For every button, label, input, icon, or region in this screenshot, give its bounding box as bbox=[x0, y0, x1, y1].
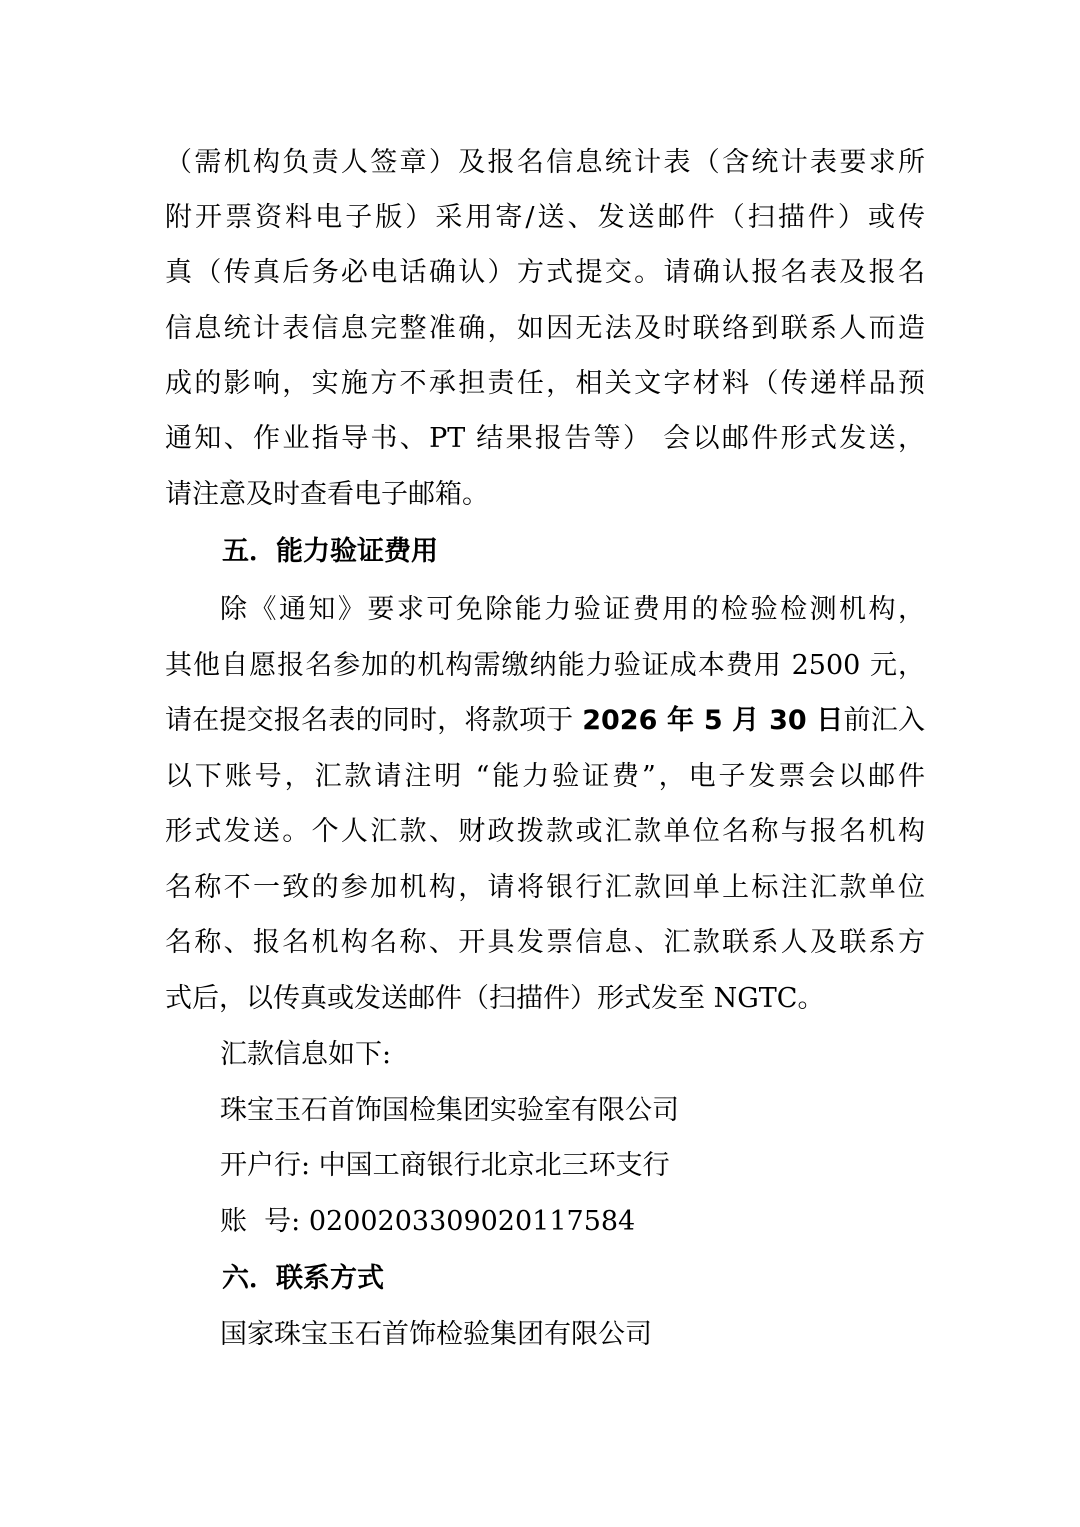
contact-company: 国家珠宝玉石首饰检验集团有限公司 bbox=[220, 1319, 652, 1350]
section-heading-fees: 五．能力验证费用 bbox=[222, 536, 438, 567]
deadline-text-post: 前汇入 bbox=[843, 705, 925, 736]
paragraph-line: 以下账号，汇款请注明 “能力验证费”，电子发票会以邮件 bbox=[165, 761, 925, 792]
paragraph-line: 名称不一致的参加机构，请将银行汇款回单上标注汇款单位 bbox=[165, 872, 925, 903]
paragraph-line: 名称、报名机构名称、开具发票信息、汇款联系人及联系方 bbox=[165, 927, 925, 958]
paragraph-line: 附开票资料电子版）采用寄/送、发送邮件（扫描件）或传 bbox=[165, 202, 925, 233]
paragraph-line: 其他自愿报名参加的机构需缴纳能力验证成本费用 2500 元， bbox=[165, 650, 925, 681]
deadline-text-pre: 请在提交报名表的同时，将款项于 bbox=[165, 705, 583, 736]
paragraph-line: 形式发送。个人汇款、财政拨款或汇款单位名称与报名机构 bbox=[165, 816, 925, 847]
paragraph-line-deadline bbox=[165, 703, 925, 739]
paragraph-line: 除《通知》要求可免除能力验证费用的检验检测机构， bbox=[220, 594, 925, 625]
account-number: 账 号: 0200203309020117584 bbox=[220, 1206, 636, 1237]
paragraph-line: （需机构负责人签章）及报名信息统计表（含统计表要求所 bbox=[165, 147, 925, 178]
payee-name: 珠宝玉石首饰国检集团实验室有限公司 bbox=[220, 1095, 679, 1126]
paragraph-line: 式后，以传真或发送邮件（扫描件）形式发至 NGTC。 bbox=[165, 983, 825, 1014]
paragraph-line: 通知、作业指导书、PT 结果报告等） 会以邮件形式发送， bbox=[165, 423, 925, 454]
paragraph-line: 成的影响，实施方不承担责任，相关文字材料（传递样品预 bbox=[165, 368, 925, 399]
remit-intro: 汇款信息如下: bbox=[220, 1039, 392, 1070]
section-heading-contact: 六．联系方式 bbox=[222, 1263, 384, 1294]
bank-name: 开户行: 中国工商银行北京北三环支行 bbox=[220, 1150, 670, 1181]
paragraph-line: 信息统计表信息完整准确，如因无法及时联络到联系人而造 bbox=[165, 313, 925, 344]
paragraph-line: 请注意及时查看电子邮箱。 bbox=[165, 479, 489, 510]
paragraph-line: 真（传真后务必电话确认）方式提交。请确认报名表及报名 bbox=[165, 257, 925, 288]
deadline-date: 2026 年 5 月 30 日 bbox=[582, 705, 844, 736]
